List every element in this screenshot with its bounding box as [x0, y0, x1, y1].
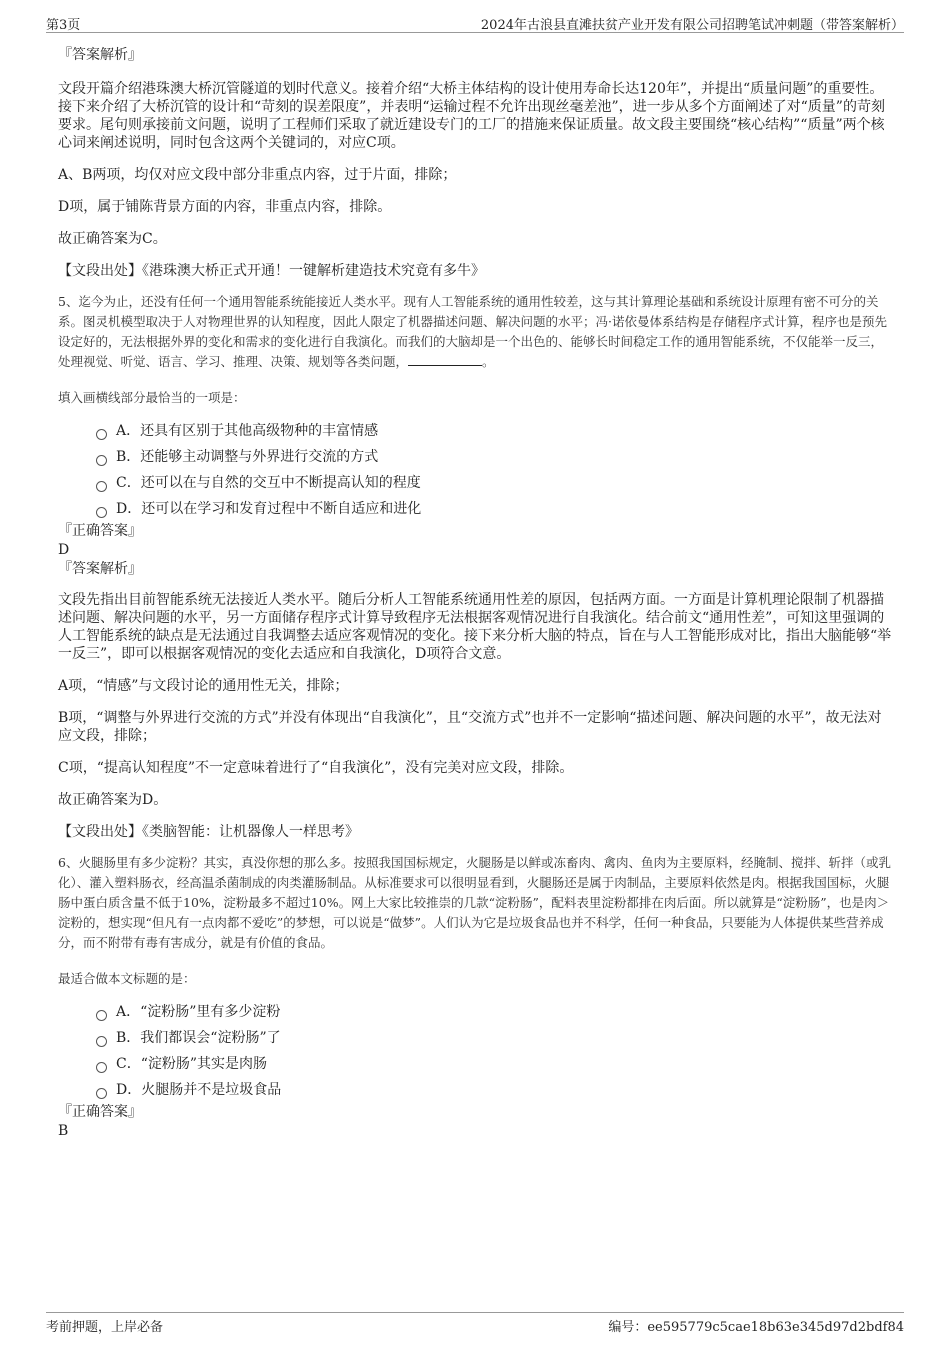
q4-analysis-label: 『答案解析』	[58, 47, 142, 63]
q5-stem-end: 。	[482, 354, 495, 369]
document-id: 编号：ee595779c5cae18b63e345d97d2bdf84	[608, 1320, 904, 1335]
q6-stem: 6、火腿肠里有多少淀粉？其实，真没你想的那么多。按照我国国标规定，火腿肠是以鲜或冻畜肉、禽肉、鱼肉为主要原料，经腌制、搅拌、斩拌（或乳化）、灌入塑料肠衣，经高温杀菌制成的肉类灌肠制品。从标准要求可以很明显看到，火腿肠还是属于肉制品，主要原料依然是肉。根据我国国标，火腿肠中蛋白质含量不低于10%，淀粉最多不超过10%。网上大家比较推崇的几款“淀粉肠”，配料表里淀粉都排在肉后面。所以就算是“淀粉肠”，也是肉＞淀粉的，想实现“但凡有一点肉都不爱吃”的梦想，可以说是“做梦”。人们认为它是垃圾食品也并不科学，任何一种食品，只要能为人体提供某些营养成分，而不附带有毒有害成分，就是有价值的食品。	[58, 855, 891, 950]
q5-option-a-label: A．还具有区别于其他高级物种的丰富情感	[116, 423, 379, 439]
radio-icon[interactable]	[96, 1062, 107, 1073]
q5-stem-text: 5、迄今为止，还没有任何一个通用智能系统能接近人类水平。现有人工智能系统的通用性较差，这与其计算理论基础和系统设计原理有密不可分的关系。图灵机模型取决于人对物理世界的认知程度，因此人限定了机器描述问题、解决问题的水平；冯·诺依曼体系结构是存储程序式计算，程序也是预先设定好的，无法根据外界的变化和需求的变化进行自我演化。而我们的大脑却是一个出色的、能够长时间稳定工作的通用智能系统，不仅能举一反三，处理视觉、听觉、语言、学习、推理、决策、规划等各类问题，	[58, 294, 887, 369]
q5-conclusion: 故正确答案为D。	[58, 792, 168, 808]
q5-prompt: 填入画横线部分最恰当的一项是：	[58, 390, 246, 405]
q5-options	[96, 422, 894, 526]
q6-prompt: 最适合做本文标题的是：	[58, 971, 196, 986]
page-footer	[46, 1312, 904, 1333]
q5-option-a[interactable]	[96, 422, 894, 448]
q5-option-b-label: B．还能够主动调整与外界进行交流的方式	[116, 449, 379, 465]
q4-analysis-text: 文段开篇介绍港珠澳大桥沉管隧道的划时代意义。接着介绍“大桥主体结构的设计使用寿命长达120年”，并提出“质量问题”的重要性。接下来介绍了大桥沉管的设计和“苛刻的误差限度”，并表明“运输过程不允许出现丝毫差池”，进一步从多个方面阐述了对“质量”的苛刻要求。尾句则承接前文问题，说明了工程师们采取了就近建设专门的工厂的措施来保证质量。故文段主要围绕“核心结构”“质量”两个核心词来阐述说明，同时包含这两个关键词的，对应C项。	[58, 81, 885, 151]
q5-source: 【文段出处】《类脑智能：让机器像人一样思考》	[58, 824, 359, 840]
q5-option-c[interactable]	[96, 474, 894, 500]
radio-icon[interactable]	[96, 429, 107, 440]
q5-answer-label: 『正确答案』	[58, 523, 142, 539]
radio-icon[interactable]	[96, 455, 107, 466]
q5-option-c-label: C．还可以在与自然的交互中不断提高认知的程度	[116, 475, 421, 491]
radio-icon[interactable]	[96, 507, 107, 518]
radio-icon[interactable]	[96, 1010, 107, 1021]
q4-analysis-option-d: D项，属于铺陈背景方面的内容，非重点内容，排除。	[58, 199, 392, 215]
radio-icon[interactable]	[96, 1088, 107, 1099]
q6-options	[96, 1003, 894, 1107]
q5-stem	[58, 292, 894, 372]
q5-blank	[408, 353, 482, 366]
q6-option-b-label: B．我们都误会“淀粉肠”了	[116, 1030, 281, 1046]
q5-analysis-option-a: A项，“情感”与文段讨论的通用性无关，排除；	[58, 678, 349, 694]
page-header	[46, 12, 904, 33]
q4-conclusion: 故正确答案为C。	[58, 231, 167, 247]
main-content	[58, 46, 894, 1141]
q6-option-a[interactable]	[96, 1003, 894, 1029]
document-title: 2024年古浪县直滩扶贫产业开发有限公司招聘笔试冲刺题（带答案解析）	[480, 18, 904, 33]
q5-analysis-label: 『答案解析』	[58, 561, 142, 577]
radio-icon[interactable]	[96, 481, 107, 492]
q5-option-d-label: D．还可以在学习和发育过程中不断自适应和进化	[116, 501, 422, 517]
q5-analysis-text: 文段先指出目前智能系统无法接近人类水平。随后分析人工智能系统通用性差的原因，包括两方面。一方面是计算机理论限制了机器描述问题、解决问题的水平，另一方面储存程序式计算导致程序无法根据客观情况进行自我演化。结合前文“通用性差”，可知这里强调的人工智能系统的缺点是无法通过自我调整去适应客观情况的变化。接下来分析大脑的特点，旨在与人工智能形成对比，指出大脑能够“举一反三”，即可以根据客观情况的变化去适应和自我演化，D项符合文意。	[58, 592, 892, 662]
q6-option-b[interactable]	[96, 1029, 894, 1055]
q5-analysis-option-c: C项，“提高认知程度”不一定意味着进行了“自我演化”，没有完美对应文段，排除。	[58, 760, 574, 776]
q5-answer: D	[58, 542, 70, 558]
radio-icon[interactable]	[96, 1036, 107, 1047]
q6-option-c[interactable]	[96, 1055, 894, 1081]
q6-answer-label: 『正确答案』	[58, 1104, 142, 1120]
q6-answer: B	[58, 1123, 69, 1139]
page-number: 第3页	[46, 18, 81, 33]
q4-source: 【文段出处】《港珠澳大桥正式开通！一键解析建造技术究竟有多牛》	[58, 263, 485, 279]
q5-option-b[interactable]	[96, 448, 894, 474]
q6-option-d-label: D．火腿肠并不是垃圾食品	[116, 1082, 282, 1098]
q4-analysis-option-ab: A、B两项，均仅对应文段中部分非重点内容，过于片面，排除；	[58, 167, 457, 183]
q6-option-a-label: A．“淀粉肠”里有多少淀粉	[116, 1004, 281, 1020]
q6-option-c-label: C．“淀粉肠”其实是肉肠	[116, 1056, 268, 1072]
q5-analysis-option-b: B项，“调整与外界进行交流的方式”并没有体现出“自我演化”，且“交流方式”也并不一定影响“描述问题、解决问题的水平”，故无法对应文段，排除；	[58, 710, 882, 744]
footer-slogan: 考前押题，上岸必备	[46, 1320, 164, 1335]
